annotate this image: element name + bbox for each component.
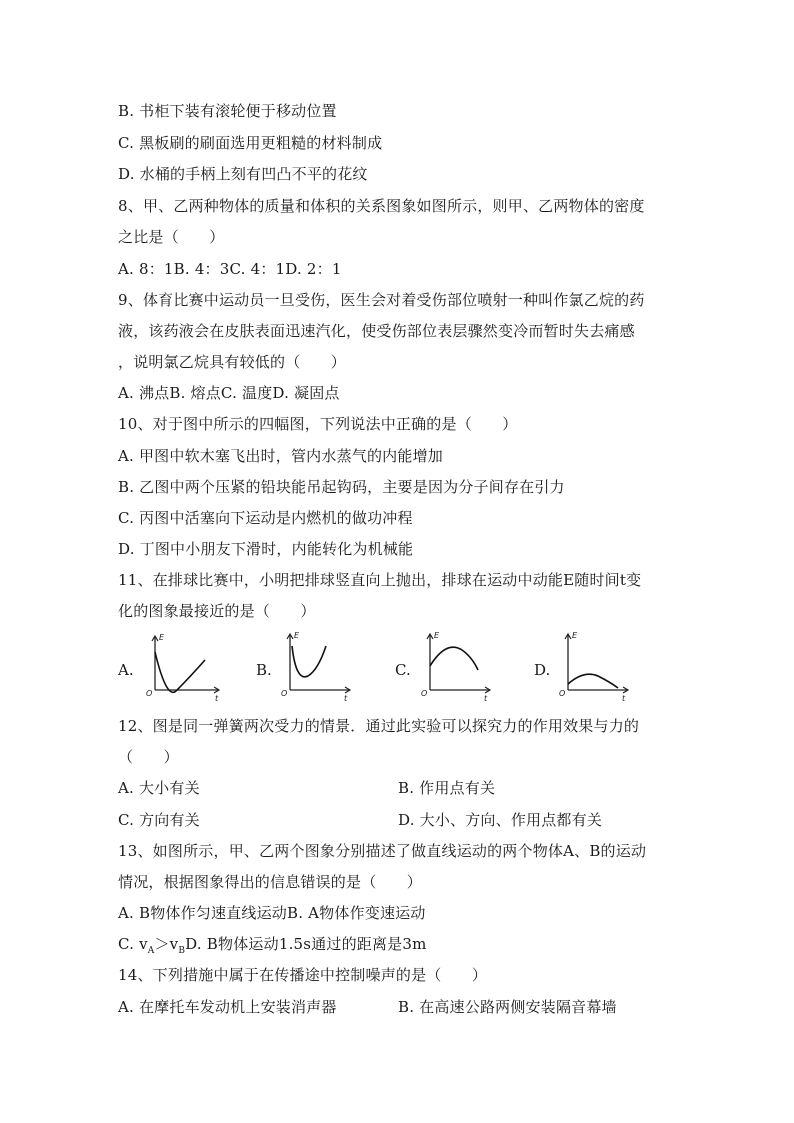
option-q7-b: B. 书柜下装有滚轮便于移动位置: [118, 102, 337, 120]
question-9-line-3: ，说明氯乙烷具有较低的（ ）: [118, 353, 347, 371]
graph-a-origin: O: [146, 689, 153, 698]
graph-c-axis-t: t: [484, 694, 488, 703]
question-14-stem: 14、下列措施中属于在传播途中控制噪声的是（ ）: [118, 966, 488, 984]
graph-b: [278, 630, 358, 703]
graph-c-label: C.: [395, 661, 411, 679]
graph-d-origin: O: [559, 689, 566, 698]
q13-d-text: D. B物体运动1.5s通过的距离是3m: [185, 935, 427, 953]
q12-option-a-text: A. 大小有关: [118, 779, 200, 797]
question-8-line-1: 8、甲、乙两种物体的质量和体积的关系图象如图所示，则甲、乙两物体的密度: [118, 197, 645, 215]
question-10-option-d: D. 丁图中小朋友下滑时，内能转化为机械能: [118, 540, 414, 558]
graph-a: [143, 630, 223, 703]
q13-c-compare: ＞v: [154, 935, 179, 953]
question-8-line-2: 之比是（ ）: [118, 228, 225, 246]
graph-b-axis-e: E: [294, 631, 300, 640]
graph-b-label: B.: [256, 661, 272, 679]
question-14-options: [118, 997, 617, 1017]
q14-option-b-text: B. 在高速公路两侧安装隔音幕墙: [398, 998, 617, 1016]
q13-sub-a: A: [147, 946, 155, 956]
q14-option-a-text: A. 在摩托车发动机上安装消声器: [118, 998, 337, 1016]
question-8-options: A. 8：1B. 4：3C. 4：1D. 2：1: [118, 260, 342, 278]
graph-d-axis-e: E: [572, 631, 578, 640]
question-12-line-1: 12、图是同一弹簧两次受力的情景．通过此实验可以探究力的作用效果与力的: [118, 717, 640, 735]
question-9-options: A. 沸点B. 熔点C. 温度D. 凝固点: [118, 384, 340, 402]
option-q7-d: D. 水桶的手柄上刻有凹凸不平的花纹: [118, 165, 368, 183]
question-12-line-2: （ ）: [118, 748, 179, 766]
question-12-option-a: [118, 778, 496, 798]
question-13-line-2: 情况，根据图象得出的信息错误的是（ ）: [118, 873, 423, 891]
question-13-options-ab: A. B物体作匀速直线运动B. A物体作变速运动: [118, 904, 426, 922]
q13-c-prefix: C. v: [118, 935, 148, 953]
question-11-line-2: 化的图象最接近的是（ ）: [118, 602, 316, 620]
question-10-option-a: A. 甲图中软木塞飞出时，管内水蒸气的内能增加: [118, 447, 443, 465]
graph-d: [556, 630, 636, 703]
question-11-line-1: 11、在排球比赛中，小明把排球竖直向上抛出，排球在运动中动能E随时间t变: [118, 571, 642, 589]
graph-c: [418, 630, 498, 703]
graph-c-origin: O: [421, 689, 428, 698]
graph-d-axis-t: t: [622, 694, 626, 703]
question-10-option-b: B. 乙图中两个压紧的铅块能吊起钩码，主要是因为分子间存在引力: [118, 478, 565, 496]
question-9-line-1: 9、体育比赛中运动员一旦受伤，医生会对着受伤部位喷射一种叫作氯乙烷的药: [118, 291, 645, 309]
question-10-option-c: C. 丙图中活塞向下运动是内燃机的做功冲程: [118, 509, 413, 527]
graph-b-origin: O: [281, 689, 288, 698]
graph-c-axis-e: E: [434, 631, 440, 640]
graph-b-axis-t: t: [344, 694, 348, 703]
q12-option-d-text: D. 大小、方向、作用点都有关: [398, 811, 603, 829]
q12-option-b-text: B. 作用点有关: [398, 779, 496, 797]
question-12-option-c: [118, 810, 603, 830]
q13-sub-b: B: [178, 946, 186, 956]
graph-d-label: D.: [534, 661, 551, 679]
question-10-stem: 10、对于图中所示的四幅图，下列说法中正确的是（ ）: [118, 415, 518, 433]
graph-a-axis-e: E: [159, 633, 165, 642]
option-q7-c: C. 黑板刷的刷面选用更粗糙的材料制成: [118, 134, 383, 152]
question-13-line-1: 13、如图所示，甲、乙两个图象分别描述了做直线运动的两个物体A、B的运动: [118, 842, 647, 860]
question-9-line-2: 液，该药液会在皮肤表面迅速汽化，使受伤部位表层骤然变冷而暂时失去痛感: [118, 322, 635, 340]
question-13-options-cd: [118, 934, 427, 961]
q12-option-c-text: C. 方向有关: [118, 811, 200, 829]
graph-a-axis-t: t: [215, 694, 219, 703]
graph-a-label: A.: [118, 661, 134, 679]
